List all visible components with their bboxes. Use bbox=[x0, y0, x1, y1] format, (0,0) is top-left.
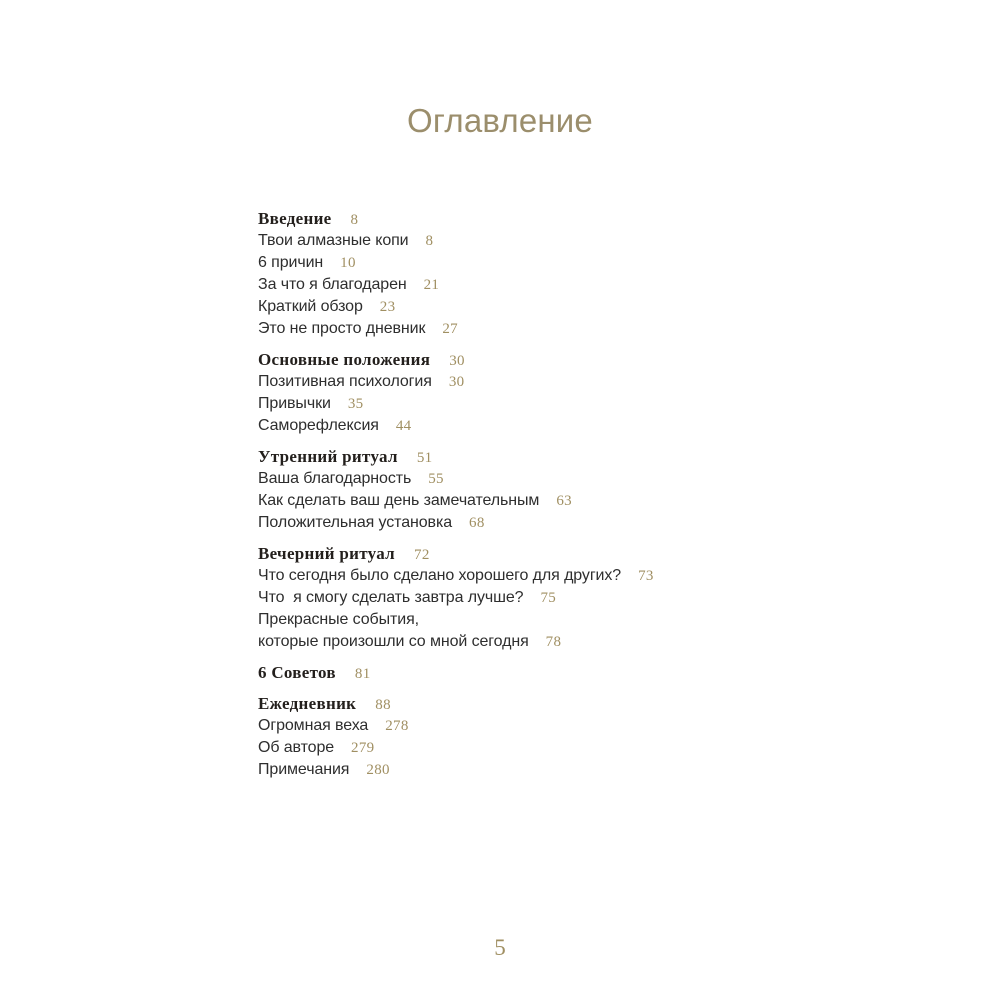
toc-section bbox=[258, 662, 898, 684]
toc-entry-label: Твои алмазные копи bbox=[258, 232, 409, 249]
toc-entry-page: 279 bbox=[351, 740, 375, 756]
toc-entry-label: которые произошли со мной сегодня bbox=[258, 633, 529, 650]
toc-section bbox=[258, 446, 898, 534]
toc-entry[interactable] bbox=[258, 393, 898, 415]
toc-section-heading-label: 6 Советов bbox=[258, 663, 336, 682]
toc-entry[interactable] bbox=[258, 252, 898, 274]
toc-section-heading-page: 8 bbox=[350, 212, 359, 228]
toc-entry-page: 68 bbox=[469, 515, 485, 531]
toc-entry-label: 6 причин bbox=[258, 254, 324, 271]
toc-entry[interactable] bbox=[258, 415, 898, 437]
toc-entry-page: 44 bbox=[395, 418, 412, 434]
toc-section-heading-label: Ежедневник bbox=[258, 694, 357, 713]
toc-section-heading[interactable] bbox=[258, 208, 898, 230]
toc-section bbox=[258, 208, 898, 340]
toc-entry-label: Что я смогу сделать завтра лучше? bbox=[258, 589, 524, 606]
toc-section bbox=[258, 693, 898, 781]
toc-section-heading-page: 81 bbox=[354, 666, 371, 682]
toc-section-heading[interactable] bbox=[258, 543, 898, 565]
toc-entry-page: 23 bbox=[379, 299, 396, 315]
toc-entry-label: Ваша благодарность bbox=[258, 470, 412, 487]
toc-section bbox=[258, 349, 898, 437]
toc-entry-label: Примечания bbox=[258, 761, 350, 778]
toc-section bbox=[258, 543, 898, 653]
toc-entry-page: 78 bbox=[545, 634, 562, 650]
toc-section-heading-page: 30 bbox=[449, 353, 465, 369]
toc-section-heading[interactable] bbox=[258, 446, 898, 468]
toc-entry-label: Об авторе bbox=[258, 739, 335, 756]
toc-entry[interactable] bbox=[258, 715, 898, 737]
toc-entry-page: 21 bbox=[423, 277, 440, 293]
toc-entry[interactable] bbox=[258, 737, 898, 759]
toc-entry[interactable] bbox=[258, 631, 898, 653]
toc-entry-label: Как сделать ваш день замечательным bbox=[258, 492, 540, 509]
toc-entry[interactable] bbox=[258, 371, 898, 393]
toc-entry-page: 8 bbox=[425, 233, 434, 249]
toc-entry[interactable] bbox=[258, 296, 898, 318]
toc-section-heading[interactable] bbox=[258, 349, 898, 371]
toc-entry-label: Огромная веха bbox=[258, 717, 369, 734]
toc-entry-page: 73 bbox=[638, 568, 654, 584]
toc-entry[interactable] bbox=[258, 468, 898, 490]
toc-entry-page: 280 bbox=[366, 762, 390, 778]
toc-section-heading[interactable] bbox=[258, 693, 898, 715]
toc-entry-page: 10 bbox=[340, 255, 356, 271]
table-of-contents bbox=[258, 208, 898, 781]
toc-entry-label: Прекрасные события, bbox=[258, 611, 419, 628]
toc-entry[interactable] bbox=[258, 565, 898, 587]
toc-section-heading-label: Основные положения bbox=[258, 350, 431, 369]
toc-entry[interactable] bbox=[258, 490, 898, 512]
toc-entry-label: Позитивная психология bbox=[258, 373, 432, 390]
toc-entry[interactable] bbox=[258, 759, 898, 781]
toc-section-heading-page: 51 bbox=[416, 450, 433, 466]
toc-section-heading[interactable] bbox=[258, 662, 898, 684]
toc-entry[interactable] bbox=[258, 512, 898, 534]
toc-entry-page: 278 bbox=[385, 718, 409, 734]
toc-section-heading-label: Вечерний ритуал bbox=[258, 544, 396, 563]
toc-entry-page: 63 bbox=[556, 493, 572, 509]
toc-section-heading-label: Введение bbox=[258, 209, 332, 228]
toc-entry-label: Что сегодня было сделано хорошего для других? bbox=[258, 567, 622, 584]
page-title: Оглавление bbox=[407, 102, 593, 139]
toc-section-heading-page: 72 bbox=[414, 547, 430, 563]
toc-entry-page: 27 bbox=[442, 321, 458, 337]
toc-entry-label: Привычки bbox=[258, 395, 331, 412]
toc-entry-page: 75 bbox=[540, 590, 557, 606]
toc-entry-label: Положительная установка bbox=[258, 514, 453, 531]
toc-entry[interactable] bbox=[258, 230, 898, 252]
toc-entry[interactable] bbox=[258, 587, 898, 609]
toc-entry[interactable] bbox=[258, 318, 898, 340]
toc-entry-page: 30 bbox=[448, 374, 465, 390]
toc-section-heading-label: Утренний ритуал bbox=[258, 447, 398, 466]
toc-entry-page: 35 bbox=[347, 396, 364, 412]
toc-entry-label: За что я благодарен bbox=[258, 276, 407, 293]
toc-section-heading-page: 88 bbox=[375, 697, 391, 713]
toc-entry[interactable] bbox=[258, 274, 898, 296]
toc-entry-label: Саморефлексия bbox=[258, 417, 379, 434]
toc-entry-label: Это не просто дневник bbox=[258, 320, 426, 337]
folio-page-number: 5 bbox=[494, 935, 506, 960]
toc-entry[interactable] bbox=[258, 609, 898, 631]
toc-entry-page: 55 bbox=[428, 471, 444, 487]
toc-entry-label: Краткий обзор bbox=[258, 298, 363, 315]
